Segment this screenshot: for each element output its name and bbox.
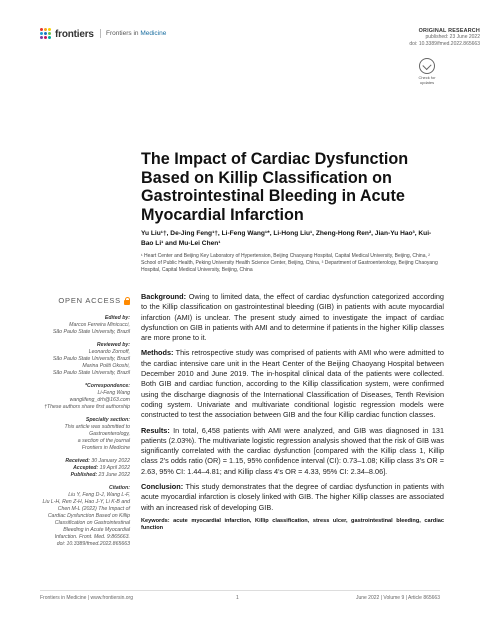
page-header bbox=[40, 28, 480, 48]
citation-doi[interactable]: doi: 10.3389/fmed.2022.865663 bbox=[56, 541, 130, 547]
abstract-background bbox=[141, 292, 444, 343]
reviewer-affiliation: São Paulo State University, Brazil bbox=[52, 370, 130, 376]
citation-line: Classification on Gastrointestinal bbox=[54, 520, 130, 526]
open-access-label: OPEN ACCESS bbox=[58, 296, 121, 305]
affiliations: ¹ Heart Center and Beijing Key Laboratory of Hypertension, Beijing Chaoyang Hospital, Capital Medical University, Beijing, China, ² School of Public Health, Peking University Health Science Center, Beijing, China, ³ Department of Gastroenterology, Beijing Chaoyang Hospital, Capital Medical University, Beijing, China bbox=[141, 253, 438, 273]
citation-line: Liu L-H, Ren Z-H, Hao J-Y, Li K-B and bbox=[42, 499, 130, 505]
abstract-results bbox=[141, 426, 444, 477]
abstract-conclusion bbox=[141, 482, 444, 513]
correspondence-heading: *Correspondence: bbox=[85, 383, 130, 389]
reviewer-affiliation: São Paulo State University, Brazil bbox=[52, 356, 130, 362]
published-date: published: 23 June 2022 bbox=[425, 34, 480, 40]
accepted-value: 19 April 2022 bbox=[99, 465, 130, 471]
doi-link[interactable]: doi: 10.3389/fmed.2022.865663 bbox=[409, 40, 480, 47]
open-lock-icon bbox=[124, 297, 130, 305]
check-for-updates-badge[interactable] bbox=[416, 58, 438, 85]
specialty-heading: Specialty section: bbox=[85, 417, 130, 423]
specialty-line: a section of the journal bbox=[77, 438, 130, 444]
correspondence-email[interactable]: wanglifeng_drh@163.com bbox=[69, 397, 130, 403]
specialty-line: Frontiers in Medicine bbox=[81, 445, 130, 451]
received-date bbox=[30, 458, 130, 465]
abstract-methods bbox=[141, 348, 444, 420]
citation-heading: Citation: bbox=[108, 485, 130, 491]
received-value: 30 January 2022 bbox=[91, 458, 130, 464]
footer-volume: June 2022 | Volume 9 | Article 865663 bbox=[355, 595, 440, 601]
abstract bbox=[141, 292, 444, 533]
footer-journal[interactable]: Frontiers in Medicine | www.frontiersin.org bbox=[40, 595, 133, 601]
reviewer-name: Marina Politi Okoshi, bbox=[82, 363, 130, 369]
article-meta bbox=[368, 28, 480, 47]
methods-text: This retrospective study was comprised of patients with AMI who were admitted to the cardiac intensive care unit in the Heart Center of the Beijing Chaoyang Hospital between December 2010 and June 2019. The in-hospital clinical data of the patients were collected. Both GIB and cardiac function, according to the Killip classification system, were confirmed using the discharge diagnosis of the International Classification of Diseases, Tenth Revision coding system. Univariate and multivariate conditional logistic regression models were constructed to test the association between GIB and the four Killip cardiac function classes. bbox=[141, 348, 444, 420]
keywords-label: Keywords: bbox=[141, 517, 170, 524]
methods-label: Methods: bbox=[141, 348, 174, 358]
editor-name: Marcos Ferreira Minicucci, bbox=[69, 322, 130, 328]
journal-name[interactable] bbox=[100, 29, 166, 38]
citation-line: Cardiac Dysfunction Based on Killip bbox=[47, 513, 130, 519]
journal-prefix: Frontiers in bbox=[106, 30, 141, 37]
received-label: Received: bbox=[65, 458, 90, 464]
results-label: Results: bbox=[141, 425, 170, 435]
conclusion-label: Conclusion: bbox=[141, 482, 184, 492]
specialty-line: Gastroenterology, bbox=[89, 431, 130, 437]
accepted-label: Accepted: bbox=[73, 465, 99, 471]
editor-affiliation: São Paulo State University, Brazil bbox=[52, 329, 130, 335]
conclusion-text: This study demonstrates that the degree of cardiac dysfunction in patients with acute myocardial infarction is closely linked with GIB. The higher Killip classes are associated with an increased risk of developing GIB. bbox=[141, 482, 444, 512]
article-title: The Impact of Cardiac Dysfunction Based on Killip Classification on Gastrointestinal Bleeding in Acute Myocardial Infarction bbox=[141, 150, 409, 224]
reviewed-by-heading: Reviewed by: bbox=[96, 342, 130, 348]
citation-line: Chen M-L (2022) The Impact of bbox=[57, 506, 130, 512]
background-label: Background: bbox=[141, 292, 186, 301]
frontiers-logo[interactable] bbox=[40, 28, 94, 40]
published-date-sidebar bbox=[30, 472, 130, 479]
author-list: Yu Liu¹†, De-Jing Feng¹†, Li-Feng Wang¹*, Li-Hong Liu¹, Zheng-Hong Ren², Jian-Yu Hao³, Kui-Bao Li¹ and Mu-Lei Chen¹ bbox=[141, 230, 432, 247]
frontiers-logo-icon bbox=[40, 28, 52, 40]
reviewer-name: Leonardo Zornoff, bbox=[88, 349, 130, 355]
brand-name: frontiers bbox=[55, 28, 94, 40]
citation-line: Bleeding in Acute Myocardial bbox=[63, 527, 130, 533]
published-value: 23 June 2022 bbox=[98, 472, 130, 478]
keywords bbox=[141, 518, 444, 533]
background-text: Owing to limited data, the effect of cardiac dysfunction categorized according to the Killip classification on gastrointestinal bleeding (GIB) in patients with acute myocardial infarction (AMI) is unclear. The present study aimed to investigate the impact of cardiac dysfunction on GIB in patients with AMI and to determine if patients in the higher Killip classes are more prone to it. bbox=[141, 292, 444, 343]
results-text: In total, 6,458 patients with AMI were analyzed, and GIB was diagnosed in 131 patients (2.03%). The multivariate logistic regression analysis showed that the risk of GIB was significantly correlated with the cardiac dysfunction [compared with the Killip class 1, Killip class 2's odds ratio (OR) = 1.15, 95% confidence interval (CI): 0.73–1.08; Killip class 3's OR = 2.63, 95% CI: 1.44–4.81; and Killip class 4's OR = 4.33, 95% CI: 2.34–8.06]. bbox=[141, 425, 444, 476]
specialty-line: This article was submitted to bbox=[64, 424, 130, 430]
check-updates-icon bbox=[419, 58, 435, 74]
article-type: ORIGINAL RESEARCH bbox=[418, 28, 480, 34]
page-number: 1 bbox=[236, 595, 239, 601]
journal-title: Medicine bbox=[140, 30, 167, 37]
correspondence-name: Li-Feng Wang bbox=[97, 390, 130, 396]
equal-authorship-note: †These authors share first authorship bbox=[44, 404, 130, 410]
sidebar bbox=[30, 296, 130, 548]
check-updates-label: Check for updates bbox=[418, 75, 436, 85]
published-label: Published: bbox=[70, 472, 98, 478]
keywords-text: acute myocardial infarction, Killip classification, stress ulcer, gastrointestinal bleeding, cardiac function bbox=[141, 517, 444, 532]
citation-line: Infarction. Front. Med. 9:865663. bbox=[54, 534, 130, 540]
accepted-date bbox=[30, 465, 130, 472]
citation-line: Liu Y, Feng D-J, Wang L-F, bbox=[68, 492, 130, 498]
page-footer bbox=[40, 590, 440, 602]
edited-by-heading: Edited by: bbox=[104, 315, 130, 321]
open-access-badge bbox=[30, 296, 130, 305]
